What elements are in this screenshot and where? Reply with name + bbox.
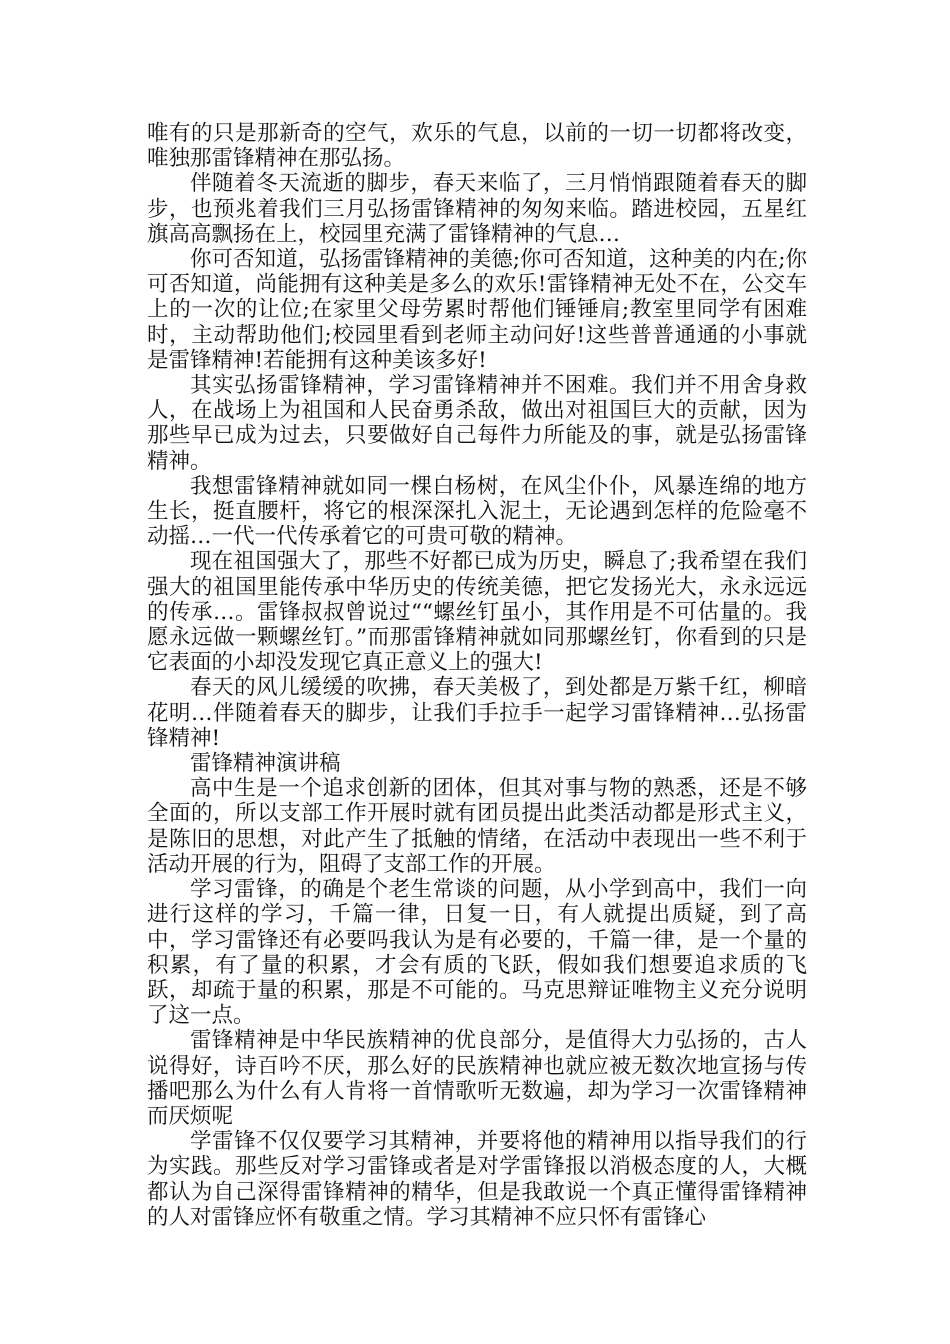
paragraph: 学雷锋不仅仅要学习其精神，并要将他的精神用以指导我们的行为实践。那些反对学习雷锋或者是对学雷锋报以消极态度的人，大概都认为自己深得雷锋精神的精华，但是我敢说一个真正懂得雷锋精神的人对雷锋应怀有敬重之情。学习其精神不应只怀有雷锋心 [147, 1129, 807, 1230]
paragraph: 我想雷锋精神就如同一棵白杨树，在风尘仆仆，风暴连绵的地方生长，挺直腰杆，将它的根深深扎入泥土，无论遇到怎样的危险毫不动摇…一代一代传承着它的可贵可敬的精神。 [147, 473, 807, 550]
paragraph: 伴随着冬天流逝的脚步，春天来临了，三月悄悄跟随着春天的脚步，也预兆着我们三月弘扬雷锋精神的匆匆来临。踏进校园，五星红旗高高飘扬在上，校园里充满了雷锋精神的气息… [147, 171, 807, 247]
paragraph: 春天的风儿缓缓的吹拂，春天美极了，到处都是万紫千红，柳暗花明…伴随着春天的脚步，让我们手拉手一起学习雷锋精神…弘扬雷锋精神! [147, 675, 807, 751]
section-heading: 雷锋精神演讲稿 [190, 751, 341, 777]
paragraph: 高中生是一个追求创新的团体，但其对事与物的熟悉，还是不够全面的，所以支部工作开展时就有团员提出此类活动都是形式主义，是陈旧的思想，对此产生了抵触的情绪，在活动中表现出一些不利于活动开展的行为，阻碍了支部工作的开展。 [147, 776, 807, 877]
paragraph: 其实弘扬雷锋精神，学习雷锋精神并不困难。我们并不用舍身救人，在战场上为祖国和人民奋勇杀敌，做出对祖国巨大的贡献，因为那些早已成为过去，只要做好自己每件力所能及的事，就是弘扬雷锋精神。 [147, 373, 807, 474]
document-body [147, 121, 807, 1230]
paragraph: 唯有的只是那新奇的空气，欢乐的气息，以前的一切一切都将改变，唯独那雷锋精神在那弘扬。 [147, 121, 807, 172]
paragraph: 你可否知道，弘扬雷锋精神的美德;你可否知道，这种美的内在;你可否知道，尚能拥有这种美是多么的欢乐!雷锋精神无处不在，公交车上的一次的让位;在家里父母劳累时帮他们锤锤肩;教室里同学有困难时，主动帮助他们;校园里看到老师主动问好!这些普普通通的小事就是雷锋精神!若能拥有这种美该多好! [147, 247, 807, 373]
paragraph: 学习雷锋，的确是个老生常谈的问题，从小学到高中，我们一向进行这样的学习，千篇一律，日复一日，有人就提出质疑，到了高中，学习雷锋还有必要吗我认为是有必要的，千篇一律，是一个量的积累，有了量的积累，才会有质的飞跃，假如我们想要追求质的飞跃，却疏于量的积累，那是不可能的。马克思辩证唯物主义充分说明了这一点。 [147, 877, 807, 1029]
paragraph: 现在祖国强大了，那些不好都已成为历史，瞬息了;我希望在我们强大的祖国里能传承中华历史的传统美德，把它发扬光大，永永远远的传承…。雷锋叔叔曾说过““螺丝钉虽小，其作用是不可估量的。我愿永远做一颗螺丝钉。”而那雷锋精神就如同那螺丝钉，你看到的只是它表面的小却没发现它真正意义上的强大! [147, 549, 807, 676]
paragraph: 雷锋精神是中华民族精神的优良部分，是值得大力弘扬的，古人说得好，诗百吟不厌，那么好的民族精神也就应被无数次地宣扬与传播吧那么为什么有人肯将一首情歌听无数遍，却为学习一次雷锋精神而厌烦呢 [147, 1028, 807, 1129]
